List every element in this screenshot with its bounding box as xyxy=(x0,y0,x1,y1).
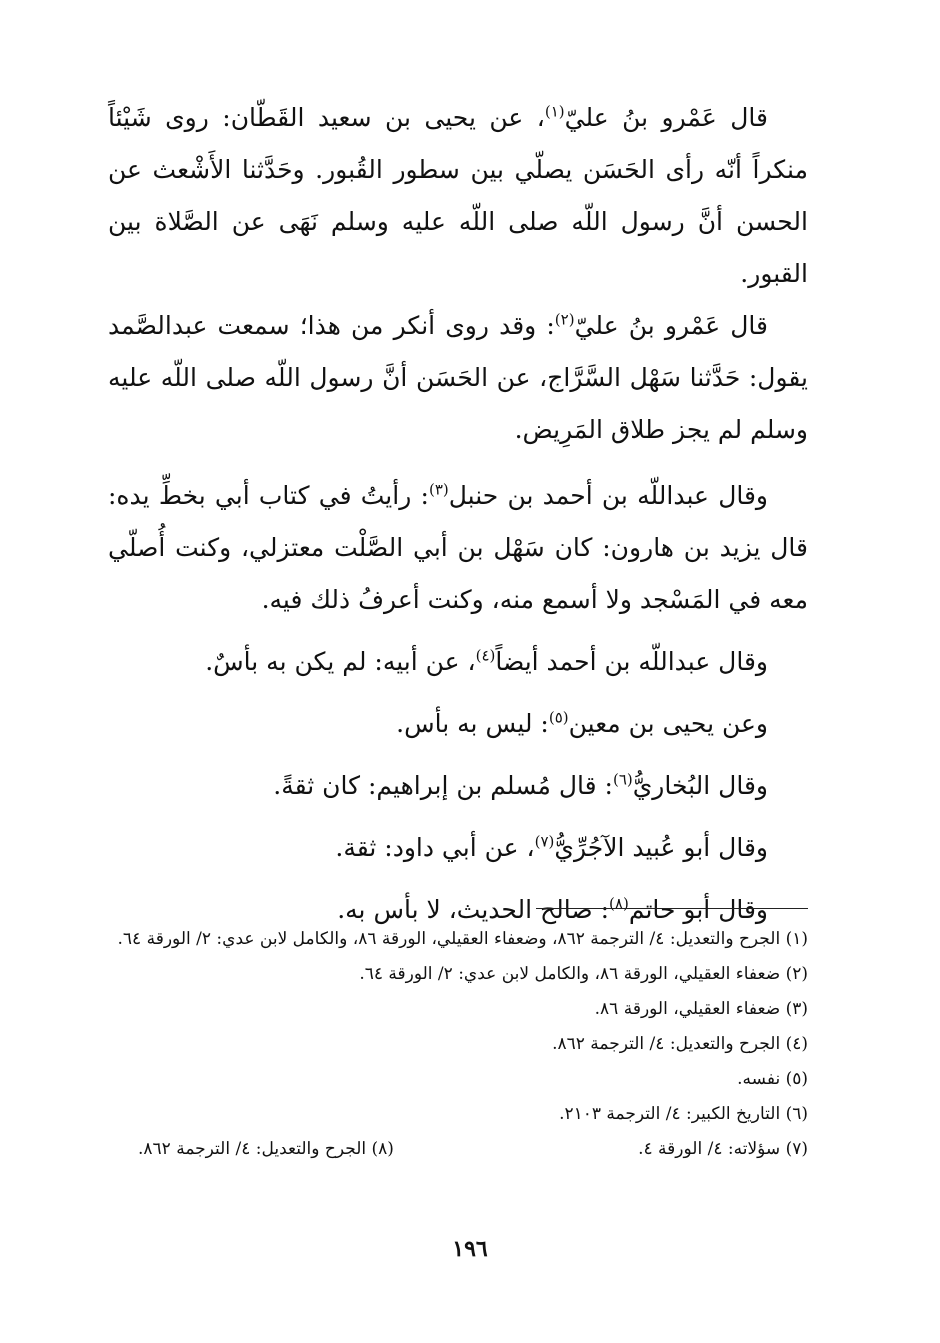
paragraph-text: قال عَمْرو بنُ عليّ xyxy=(564,103,768,132)
footnote-reference: (٥) xyxy=(548,708,569,727)
paragraph-text: : ليس به بأس. xyxy=(396,709,549,738)
footnote-reference: (٦) xyxy=(612,770,633,789)
footnote: (٣) ضعفاء العقيلي، الورقة ٨٦. xyxy=(594,999,808,1019)
footnote-reference: (٧) xyxy=(534,832,555,851)
footnote-reference: (١) xyxy=(544,102,565,121)
footnote: (٤) الجرح والتعديل: ٤/ الترجمة ٨٦٢. xyxy=(552,1034,808,1054)
footnote-reference: (٨) xyxy=(609,894,629,913)
main-text xyxy=(108,92,808,936)
footnote-reference: (٤) xyxy=(475,646,496,665)
footnote: (٢) ضعفاء العقيلي، الورقة ٨٦، والكامل لابن عدي: ٢/ الورقة ٦٤. xyxy=(359,964,808,984)
paragraph-text: وقال عبداللّه بن أحمد أيضاً xyxy=(495,647,768,676)
footnote-reference: (٢) xyxy=(554,310,575,329)
footnote-divider xyxy=(536,908,808,909)
paragraph-text: قال عَمْرو بنُ عليّ xyxy=(574,311,768,340)
paragraph-text: : صالح الحديث، لا بأس به. xyxy=(337,895,610,924)
paragraph xyxy=(108,698,808,750)
footnote: (١) الجرح والتعديل: ٤/ الترجمة ٨٦٢، وضعفاء العقيلي، الورقة ٨٦، والكامل لابن عدي: ٢/ الورقة ٦٤. xyxy=(117,929,808,949)
paragraph-text: وعن يحيى بن معين xyxy=(568,709,768,738)
footnote: (٦) التاريخ الكبير: ٤/ الترجمة ٢١٠٣. xyxy=(559,1104,808,1124)
paragraph-text: وقال أبو حاتم xyxy=(628,895,768,924)
paragraph-text: : وقد روى أنكر من هذا؛ سمعت عبدالصَّمد يقول: حَدَّثنا سَهْل السَّرَّاج، عن الحَسَن أنَّ رسول اللّه صلى اللّه عليه وسلم لم يجز طلاق المَرِيض. xyxy=(108,311,808,444)
paragraph-text: وقال عبداللّه بن أحمد بن حنبل xyxy=(448,481,768,510)
footnote: (٧) سؤلاته: ٤/ الورقة ٤. xyxy=(638,1139,808,1159)
footnotes xyxy=(108,922,808,1167)
paragraph-text: وقال البُخاريُّ xyxy=(632,771,768,800)
paragraph-text: ، عن أبيه: لم يكن به بأسٌ. xyxy=(205,647,476,676)
paragraph xyxy=(108,92,808,300)
paragraph-text: ، عن يحيى بن سعيد القَطّان: روى شَيْئاً منكراً أنّه رأى الحَسَن يصلّي بين سطور القُبور. وحَدَّثنا الأَشْعث عن الحسن أنَّ رسول اللّه صلى اللّه عليه وسلم نَهَى عن الصَّلاة بين القبور. xyxy=(108,103,808,288)
footnote: (٥) نفسه. xyxy=(737,1069,808,1089)
page-number: ١٩٦ xyxy=(452,1236,488,1262)
paragraph xyxy=(108,636,808,688)
footnote: (٨) الجرح والتعديل: ٤/ الترجمة ٨٦٢. xyxy=(138,1139,394,1159)
paragraph xyxy=(108,300,808,456)
footnote-reference: (٣) xyxy=(428,480,449,499)
paragraph-text: : قال مُسلم بن إبراهيم: كان ثقةً. xyxy=(273,771,613,800)
paragraph xyxy=(108,822,808,874)
footnote-row xyxy=(138,1132,808,1167)
paragraph xyxy=(108,470,808,626)
paragraph-text: : رأيتُ في كتاب أبي بخطِّ يده: قال يزيد بن هارون: كان سَهْل بن أبي الصَّلْت معتزلي، وكنت أُصلّي معه في المَسْجد ولا أسمع منه، وكنت أعرفُ ذلك فيه. xyxy=(108,481,808,614)
paragraph xyxy=(108,760,808,812)
paragraph-text: ، عن أبي داود: ثقة. xyxy=(335,833,535,862)
paragraph-text: وقال أبو عُبيد الآجُرِّيُّ xyxy=(554,833,768,862)
